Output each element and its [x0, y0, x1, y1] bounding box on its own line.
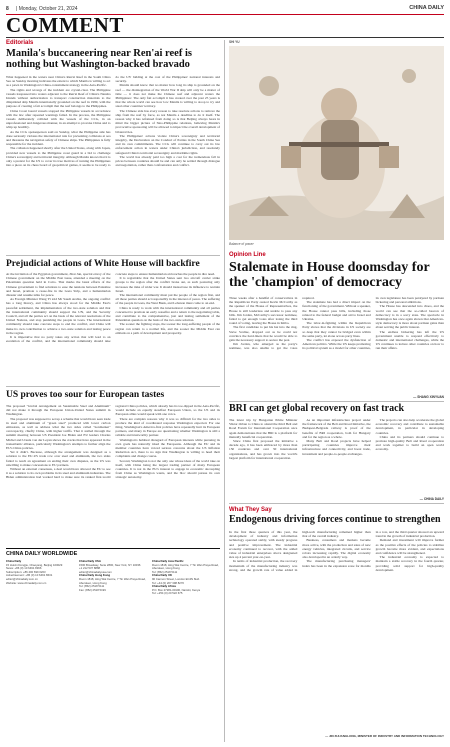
- editorial-2-headline: Prejudicial actions of White House will backfire: [6, 259, 200, 269]
- opinion-label: Opinion Line: [229, 252, 266, 258]
- contact-line: News: +86 (0) 10 6491 8366: [6, 566, 42, 571]
- contact-line: Advertisement: +86 (0) 10 6491 8631: [6, 573, 53, 578]
- contact-line: +1 212 537 8888: [79, 566, 101, 571]
- paragraph: Yet it didn't. Because, although the arrangement was designed as a solution to the EU-US trade row over steel and aluminum, the two sides failed to reach an agreement on ending their own disputes, as the US was unwilling to make concessions to EU partners.: [6, 450, 111, 467]
- editorials-label: Editorials: [6, 40, 34, 46]
- contact-line: Fax: (852) 2518 5199: [79, 587, 106, 592]
- column-divider: [224, 40, 225, 742]
- contact-title: China Daily USA: [79, 559, 101, 563]
- paragraph: Many Belt and Road projects have helped participating countries improve their infrastructure and connectivity, and boost trade, investment and people-to-people exchanges.: [302, 439, 371, 456]
- paragraph: The projects can also help accelerate the global economic recovery and contribute to sustainable development, in particular in developing countries.: [375, 418, 444, 435]
- paragraph: Jim Jordan, who emerged as the party's nominee, was also unable to get the votes required.: [229, 296, 315, 351]
- divider: [229, 503, 444, 504]
- paragraph: As an important infrastructure project under the framework of the Belt and Road Initiative, the Budapest-Belgrade railway is proof of the benefits of BRI cooperation, both for Hungary and for the region as a whole.: [302, 418, 371, 439]
- paragraph: Manila should know that no matter how long its ship is grounded on the reef — the disintegration of the World War II ship will only be a matter of time — it does not make the Chinese reef and adjacent waters the Philippines'. The only fait accompli it has created over the past 25 years is that the whole world can see how low Manila is willing to stoop to try and steal other countries' territory.: [115, 83, 220, 109]
- editorial-cartoon: [229, 46, 444, 240]
- paper-name: CHINA DAILY: [409, 5, 444, 11]
- paragraph: The industrial economy is expected to maintain a stable recovery in the fourth quarter, providing solid support for high-quality development.: [375, 555, 444, 572]
- bri-body: [229, 418, 444, 496]
- paragraph: The first candidate to put his hat into the ring, Steve Scalise, dropped out as he could not convince the hard-liners that he would be able to gain the necessary support to secure the post.: [229, 325, 298, 343]
- paragraph: The Philippines' actions violate China's sovereignty and territorial integrity, the Declaration on the Conduct of Parties in the South China Sea and its own commitments. The CCG will continue to carry out its law enforcement action in waters under China's jurisdiction, and resolutely safeguard China's territorial sovereignty and maritime rights.: [115, 133, 220, 155]
- paragraph: China is ready to work with the international community and all parties concerned to promote an early ceasefire and a return to the negotiating table, and contribute to the comprehensive, just and lasting settlement of the Palestinian question on the basis of the two-state solution.: [115, 305, 220, 323]
- contact-line: editor@chinadaily.com.cn: [6, 576, 38, 581]
- contact-title: China Daily Hong Kong: [79, 573, 111, 578]
- paragraph: The House has descended into chaos, and the world can see that the so-called beacon of democracy is in a sorry state. The spectacle in Washington has once again shown that American-style democracy is more about partisan gains than about serving the public interest.: [375, 304, 444, 330]
- paragraph: The collusion happened shortly after the United States, along with Japan, provided new vessels to the Philippine coast guard in a bid to challenge China's sovereignty and territorial integrity. Although Manila knows that it is only a pretext for the US to cover its true motives of turning the Philippines into a piece on its chess board of geopolitical games, it seems to be ready to do the US' bidding at the cost of the Philippines' national interests and security.: [6, 75, 220, 168]
- editorial-2-body: [6, 272, 220, 384]
- opinion-headline: Stalemate in House doomsday for the 'champion' of democracy: [229, 260, 430, 291]
- paragraph: The endless bickering has left the US government unable to respond effectively to domestic and international challenges, while the US continues to lecture other countries on how to run their affairs.: [375, 329, 444, 351]
- paragraph: Demand and investment will improve further as the positive effects of the policies to stabilize growth become more evident, and expectations and confidence will be strengthened.: [375, 538, 444, 556]
- paragraph: Second, Washington is not the only one whose ideas of the world take on itself, with China being the largest trading partner of many European countries. It is not in the EU's interest to engage in economic decoupling from China as Washington wants, and the bloc should pursue its own strategic autonomy.: [115, 458, 220, 480]
- paragraph: Three weeks after a handful of conservatives in the Republican Party ousted Kevin McCarthy as the speaker of the House of Representatives, the House is still leaderless and unable to pass any bills. Jim Jordan, McCarthy's successor nominee, failed to get enough votes after losing the third round of voting, leaving the House in limbo.: [229, 296, 298, 326]
- contact-line: Subscription: +86 400 699 0203: [6, 569, 46, 574]
- paragraph: In terms of industrial production, the recovery momentum of the manufacturing industry was strong, and the growth rate of value added in high-tech manufacturing remained higher than that of the overall industry.: [229, 530, 371, 572]
- paragraph: The rights and wrongs of the incident are crystal-clear. The Philippine vessels trespassed into waters adjacent to the Ren'ai Reef of China's Nansha Islands without authorization to transport construction materials to the dilapidated ship Manila intentionally grounded on the reef in 1999, with the purpose of creating a fait accompli that the reef belongs to the Philippines.: [6, 87, 111, 109]
- paragraph: There are complex reasons why it was so difficult for the two sides to produce the kind of coordinated response Washington expected. For one thing, Washington's America-first policies have repeatedly hurt its European partners, and many in Europe are questioning whether Washington is still a reliable and trustworthy partner.: [115, 416, 220, 438]
- contact-title: China Daily UK: [152, 573, 173, 578]
- paragraph: In the first three quarters of this year, the development of industry and information technology operated stably, with steady progress and positive improvement. The industrial economy continued to recover, with the added value of industrial enterprises above designated size up 4 percent year-on-year.: [229, 530, 298, 560]
- contact-line: 1500 Broadway, Suite 2800, New York, NY 10036: [79, 562, 141, 567]
- contact-line: Room 1818, Hing Wai Centre, 7 Tin Wan Praya Road, Aberdeen, Hong Kong: [79, 576, 146, 585]
- contact-line: Tel: (852) 2518 5111: [152, 569, 178, 574]
- contact-line: P.O. Box 27281-00100, Nairobi, Kenya: [152, 587, 200, 592]
- masthead-rule: [6, 37, 444, 38]
- wts-byline: — JIN ZHUANGLONG, MINISTER OF INDUSTRY AND INFORMATION TECHNOLOGY: [325, 734, 444, 738]
- contact-line: Website: www.chinadaily.com.cn: [6, 580, 47, 585]
- paragraph: The stalemate has had a direct impact on the functioning of the government. Without a speaker, the House cannot pass bills, including those related to the federal budget and aid to Israel and Ukraine.: [302, 300, 371, 322]
- contact-title: China Daily Africa: [152, 584, 176, 589]
- paragraph: The sooner the fighting stops, the sooner the long-suffering people of the region can return to a normal life, and the sooner the Middle East can embark on a path of development and prosperity.: [115, 322, 220, 335]
- bri-byline: — CHINA DAILY: [419, 497, 444, 501]
- cartoon-title: Balance of power: [229, 242, 254, 246]
- paragraph: It is imperative that no party takes any action that will lead to an escalation of the conflict, and the international community should take concrete steps to ensure humanitarian aid reaches the people in dire need.: [6, 272, 216, 344]
- what-they-say-label: What They Say: [229, 507, 272, 513]
- paragraph: Without an external consensus, a deal would have allowed the EU to see it as a solution to its own problems in its steel and aluminum industries. The Biden administration had worked hard to make sure its ranked first-world regional China policies, which already has its toe-dipped in the Asia-Pacific, would include an equally steadfast European Union, so the US and its European allies would speak with one voice.: [6, 404, 220, 480]
- paragraph: The international community must put the people of the region first, and all those parties should act responsibly in the interest of peace. The suffering of the people in Gaza, the West Bank, and Lebanon must come to an end.: [115, 293, 220, 306]
- contact-line: editor@chinadailyusa.com: [79, 569, 112, 574]
- contact-line: 15 Huixin Dongjie, Chaoyang, Beijing 100029: [6, 562, 63, 567]
- paragraph: China Coast Guard vessels stopped the Philippine vessels in accordance with the law after repeated warnings failed. In the process, the Philippine vessels deliberately collided with the vessels of the CCG, in an unprofessional and dangerous manner, in an attempt to provoke China and to whip up hostility.: [6, 108, 111, 130]
- paragraph: The manufacturing purchasing managers' index has been in the expansion zone for months in a row, and the third quarter showed an upward trend in the growth of industrial production.: [302, 530, 444, 568]
- date-line: | Monday, October 21, 2024: [16, 6, 78, 12]
- contact-line: 90 Cannon Street, London EC4N 6HA: [152, 576, 200, 581]
- paragraph: Washington's habitual disregard of European interests while pursuing its own goals has naturally irked the Europeans. Although the EU and its member countries have voiced serious concerns about the US Inflation Reduction Act, there is no sign that Washington is willing to heed their complaints and change course.: [115, 437, 220, 459]
- paragraph: As the CCG spokesperson said on Sunday, what the Philippine side has done seriously violates the international rule for preventing collisions at sea and threatens the navigation safety of Chinese ships. The Philippines is fully responsible for the incident.: [6, 129, 111, 147]
- masthead: COMMENT: [6, 13, 124, 37]
- contact-title: China Daily Asia Pacific: [152, 559, 184, 563]
- contact-line: Room 1818, Hing Wai Centre, 7 Tin Wan Praya Road, Aberdeen, Hong Kong: [152, 562, 219, 571]
- paragraph: The labor-in-fighting within the Republican Party shows that the divisions in US society are so deep that they cannot be bridged even within the same party, let alone across party lines.: [302, 321, 371, 338]
- editorial-3-headline: US proves too sour for European tastes: [6, 390, 165, 400]
- cartoon-credit: SHI YU: [229, 40, 240, 44]
- contact-block: [152, 560, 220, 596]
- contact-block: [6, 560, 74, 596]
- wts-body: [229, 530, 444, 732]
- paragraph: The proposed "Global Arrangement on Sustainable Steel and Aluminum" did not make it through the European Union-United States summit in Washington.: [6, 404, 111, 417]
- divider: [6, 255, 220, 256]
- paragraph: Since China first proposed the initiative a decade ago, it has been embraced by more than 150 countries and over 30 international organizations, and has grown into the world's largest platform for international cooperation.: [229, 439, 298, 460]
- paragraph: The latest trip by Hungarian Prime Minister Viktor Orban to China to attend the third Belt and Road Forum for International Cooperation once again demonstrates that the BRI is a platform for mutually beneficial cooperation.: [229, 418, 298, 439]
- cartoon-illustration: [229, 46, 444, 240]
- paragraph: The conflict has exposed the dysfunction of American politics. While the US keeps promoting its political system as a model for other countries, its own legislature has been paralyzed by partisan bickering and personal ambitions.: [302, 296, 444, 351]
- contact-grid: [6, 560, 220, 596]
- paragraph: Business, consumers and markets became more active, with the production and sales of new energy vehicles, integrated circuits, and service robots increasing rapidly. The digital economy also developed in an orderly way.: [302, 538, 371, 560]
- bri-headline: BRI can get global recovery on fast track: [229, 403, 405, 414]
- opinion-byline: — SHANG XINYUAN: [413, 395, 444, 399]
- contact-block: [79, 560, 147, 596]
- paragraph: The proposal was supposed to set up a scheme that would have seen trade in steel and aluminum of "green steel" produced with lower carbon emissions, as well as address what the two sides called "nonmarket" overcapacity, chiefly China, with higher tariffs. That it stalled through the summit meeting between US President Joe Biden and EU leaders Charles Michel and Ursula von der Leyen shows the cracks that have appeared in the transatlantic alliance, particularly Washington's attempts to further align the EU's China policies.: [6, 416, 111, 451]
- divider: [229, 401, 444, 402]
- wts-headline: Endogenous driving forces continue to strengthen: [229, 514, 441, 525]
- page-number: 8: [6, 6, 9, 12]
- paragraph: China and its partners should continue to promote high-quality Belt and Road cooperation and work together to build an open world economy.: [375, 434, 444, 452]
- paragraph: At the invitation of the Egyptian government, Zhai Jun, special envoy of the Chinese government on the Middle East issue, attended a meeting on the Palestinian question held in Cairo. That marks the latest efforts of the Chinese government to find solutions to ease the tensions between Palestine and Israel, promote a cease-fire in the Gaza Strip, and a humanitarian disaster and resume talks for peace.: [6, 272, 111, 298]
- editorial-1-body: [6, 75, 220, 253]
- worldwide-label: CHINA DAILY WORLDWIDE: [6, 551, 78, 557]
- worldwide-box: [6, 548, 220, 740]
- contact-line: Tel: +44 (0) 207 398 8270: [152, 580, 184, 585]
- paragraph: It is regrettable that the United States sent two aircraft carrier strike groups to the region after the conflict broke out, as such posturing only increases the risks of wider war. It should instead use its influence to restrain Israel.: [115, 276, 220, 293]
- contact-line: Tel: (852) 2518 5111: [79, 584, 105, 589]
- paragraph: The world has already paid too high a cost for the tremendous fall in prices between countries should be and can only be settled through dialogue and negotiation, rather than confrontation and conflict.: [115, 154, 220, 168]
- paragraph: The Chinese side has every reason to take resolute actions to remove the ship from the reef by force, as not Manila a deadline to do it itself. The reason why it has refrained from doing so is that Beijing always bears in mind the bigger picture of Sino-Philippine relations, believing Manila's provocative sponsoring will be allowed to impact the overall development of bilateral ties.: [115, 108, 220, 134]
- editorial-3-body: [6, 404, 220, 544]
- opinion-body: [229, 296, 444, 394]
- paragraph: What happened in the waters near China's Ren'ai Reef in the South China Sea on Sunday morning indicates the extent to which Manila is willing to act as a pawn in Washington's China-containment strategy in the Asia-Pacific.: [6, 75, 111, 88]
- contact-title: China Daily: [6, 559, 22, 563]
- divider: [6, 386, 220, 387]
- editorial-1-headline: Manila's buccaneering near Ren'ai reef is nothing but Washington-backed bravado: [6, 48, 192, 71]
- paragraph: As Foreign Minister Wang Yi told Mr Saudi Arabia, the ongoing conflict has a long history, and China has always stood for the Middle East's peaceful settlement, the implementation of the two-state solution and that the international community should support the UN, and the Security Council, and all the parties act on the basis of the relevant resolutions of the United Nations, and stop punishing the people in Gaza. The international community should take concrete steps to end the conflict, and China will make its own contribution to achieve a two-state solution and lasting peace in the region.: [6, 297, 111, 335]
- contact-line: Tel: +254 (0) 20 522 675: [152, 591, 183, 596]
